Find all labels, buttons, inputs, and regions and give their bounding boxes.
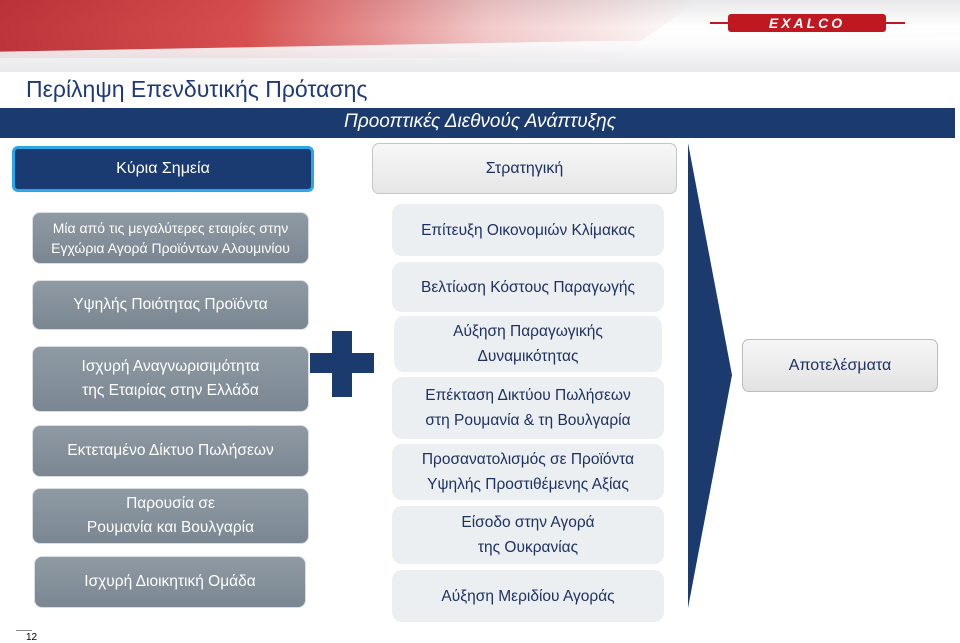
page-number-rule (16, 630, 32, 631)
key-point-item: Παρουσία σε Ρουμανία και Βουλγαρία (32, 488, 309, 544)
strategy-item: Επίτευξη Οικονομιών Κλίμακας (392, 204, 664, 256)
strategy-item: Είσοδο στην Αγορά της Ουκρανίας (392, 506, 664, 564)
results-box: Αποτελέσματα (742, 339, 938, 392)
key-point-item: Μία από τις μεγαλύτερες εταιρίες στην Εγχώρια Αγορά Προϊόντων Αλουμινίου (32, 212, 309, 264)
key-point-item: Ισχυρή Διοικητική Ομάδα (34, 556, 306, 608)
key-point-item: Υψηλής Ποιότητας Προϊόντα (32, 280, 309, 330)
strategy-item: Αύξηση Μεριδίου Αγοράς (392, 570, 664, 622)
strategy-item: Προσανατολισμός σε Προϊόντα Υψηλής Προστιθέμενης Αξίας (392, 444, 664, 500)
strategy-item: Επέκταση Δικτύου Πωλήσεων στη Ρουμανία & τη Βουλγαρία (392, 377, 664, 439)
subtitle: Προοπτικές Διεθνούς Ανάπτυξης (344, 111, 616, 132)
chevron-right-arrow-icon (688, 143, 732, 608)
key-points-header: Κύρια Σημεία (12, 146, 314, 192)
page-title: Περίληψη Επενδυτικής Πρότασης (26, 76, 368, 102)
key-point-item: Ισχυρή Αναγνωρισιμότητα της Εταιρίας στην Ελλάδα (32, 346, 309, 412)
strategy-item: Αύξηση Παραγωγικής Δυναμικότητας (394, 316, 662, 372)
key-point-item: Εκτεταμένο Δίκτυο Πωλήσεων (32, 425, 309, 477)
plus-icon-bar (310, 353, 374, 373)
exalco-logo: EXALCO (728, 14, 886, 32)
strategy-header: Στρατηγική (372, 143, 677, 194)
strategy-item: Βελτίωση Κόστους Παραγωγής (392, 262, 664, 312)
page-number: 12 (26, 632, 38, 643)
